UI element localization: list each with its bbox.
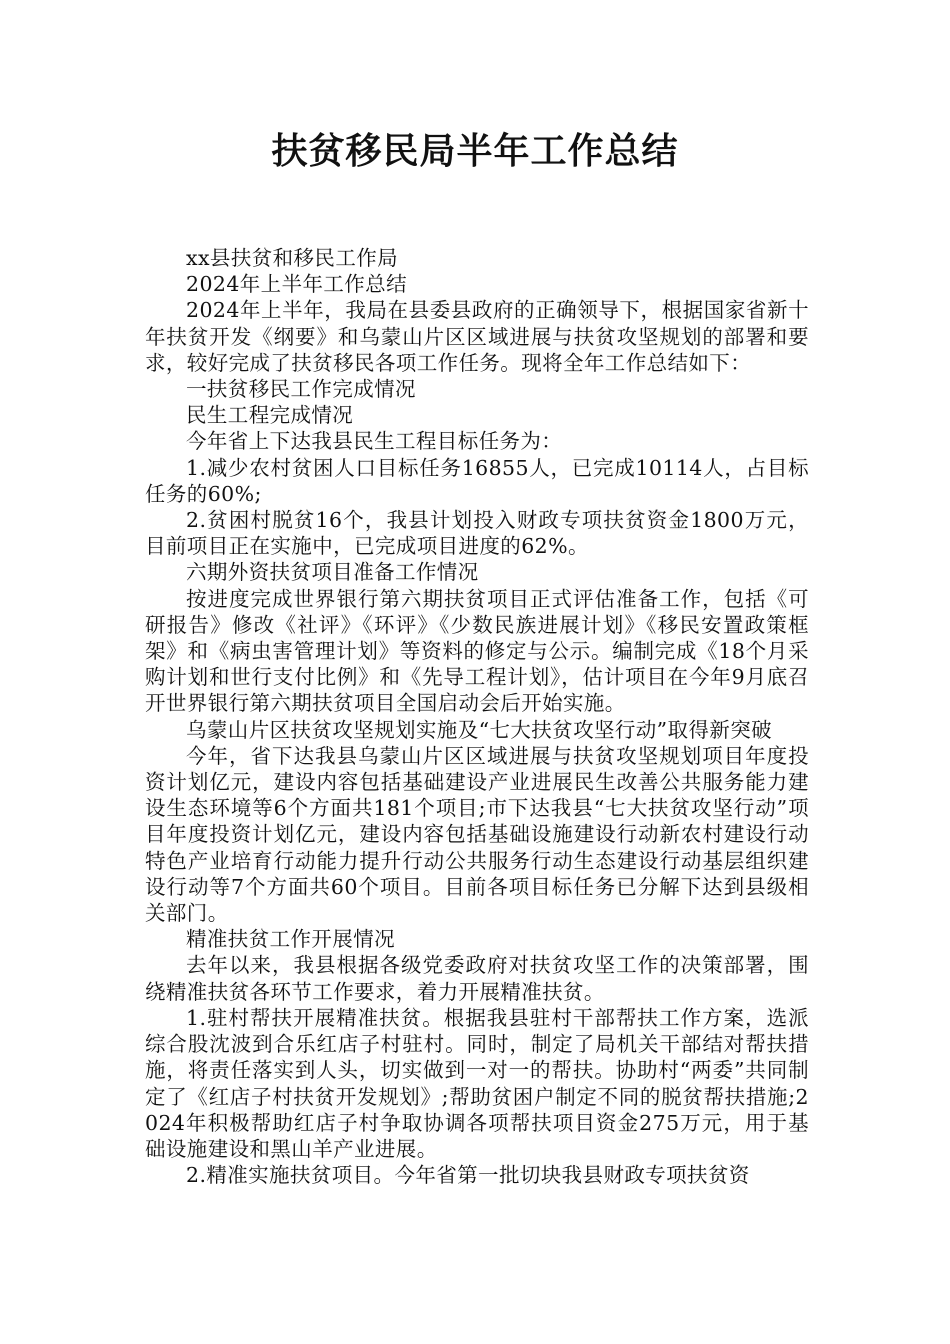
section-heading: 精准扶贫工作开展情况 (186, 927, 395, 952)
section-heading: 民生工程完成情况 (186, 403, 354, 428)
paragraph: 去年以来，我县根据各级党委政府对扶贫攻坚工作的决策部署，围绕精准扶贫各环节工作要求，着力开展精准扶贫。 (145, 953, 809, 1004)
document-body (145, 245, 809, 1188)
paragraph: 按进度完成世界银行第六期扶贫项目正式评估准备工作，包括《可研报告》修改《社评》《环评》《少数民族进展计划》《移民安置政策框架》和《病虫害管理计划》等资料的修定与公示。编制完成《18个月采购计划和世行支付比例》和《先导工程计划》，估计项目在今年9月底召开世界银行第六期扶贫项目全国启动会后开始实施。 (145, 586, 809, 716)
section-heading: 六期外资扶贫项目准备工作情况 (186, 560, 479, 585)
section-heading: 乌蒙山片区扶贫攻坚规划实施及“七大扶贫攻坚行动”取得新突破 (186, 717, 773, 742)
paragraph: 今年，省下达我县乌蒙山片区区域进展与扶贫攻坚规划项目年度投资计划亿元，建设内容包括基础建设产业进展民生改善公共服务能力建设生态环境等6个方面共181个项目;市下达我县“七大扶贫攻坚行动”项目年度投资计划亿元，建设内容包括基础设施建设行动新农村建设行动特色产业培育行动能力提升行动公共服务行动生态建设行动基层组织建设行动等7个方面共60个项目。目前各项目标任务已分解下达到县级相关部门。 (145, 743, 809, 926)
paragraph-subtitle: 2024年上半年工作总结 (186, 272, 407, 297)
section-heading: 一扶贫移民工作完成情况 (186, 377, 416, 402)
paragraph-intro: 2024年上半年，我局在县委县政府的正确领导下，根据国家省新十年扶贫开发《纲要》和乌蒙山片区区域进展与扶贫攻坚规划的部署和要求，较好完成了扶贫移民各项工作任务。现将全年工作总结如下： (145, 298, 809, 375)
document-title: 扶贫移民局半年工作总结 (271, 131, 679, 172)
paragraph: 2.贫困村脱贫16个，我县计划投入财政专项扶贫资金1800万元，目前项目正在实施中，已完成项目进度的62%。 (145, 508, 809, 559)
paragraph: 今年省上下达我县民生工程目标任务为： (186, 429, 563, 454)
paragraph-issuer: xx县扶贫和移民工作局 (186, 246, 399, 270)
paragraph: 1.减少农村贫困人口目标任务16855人，已完成10114人，占目标任务的60%; (145, 455, 809, 506)
paragraph: 2.精准实施扶贫项目。今年省第一批切块我县财政专项扶贫资 (186, 1163, 750, 1188)
paragraph: 1.驻村帮扶开展精准扶贫。根据我县驻村干部帮扶工作方案，选派综合股沈波到合乐红店子村驻村。同时，制定了局机关干部结对帮扶措施，将责任落实到人头，切实做到一对一的帮扶。协助村“两委”共同制定了《红店子村扶贫开发规划》;帮助贫困户制定不同的脱贫帮扶措施;2024年积极帮助红店子村争取协调各项帮扶项目资金275万元，用于基础设施建设和黑山羊产业进展。 (145, 1005, 809, 1161)
